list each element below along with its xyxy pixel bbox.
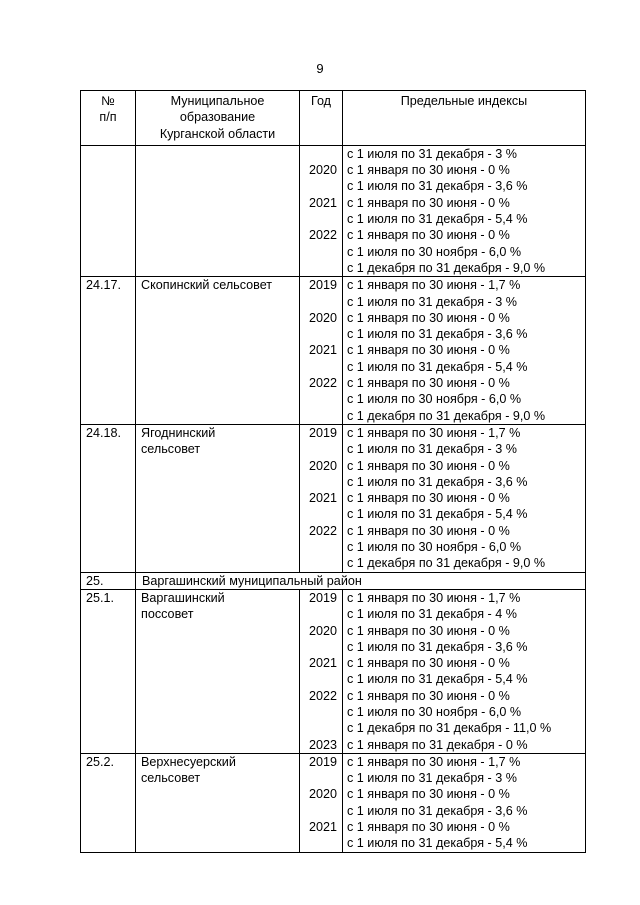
year-value: [305, 391, 337, 407]
year-value: 2020: [308, 163, 337, 178]
index-line: с 1 июля по 30 ноября - 6,0 %: [347, 540, 522, 555]
year-value: 2019: [308, 425, 337, 440]
year-value: 2022: [308, 688, 337, 703]
year-value: [305, 260, 337, 276]
index-line: с 1 июля по 31 декабря - 5,4 %: [347, 359, 528, 374]
year-value: 2020: [308, 310, 337, 325]
header-municipality-line: образование: [179, 110, 256, 125]
year-value: [305, 294, 337, 310]
index-line: с 1 января по 30 июня - 1,7 %: [347, 425, 521, 440]
year-value: [305, 441, 337, 457]
row-number: 25.: [81, 572, 136, 589]
year-value: [305, 506, 337, 522]
municipality-name-line: Скопинский сельсовет: [141, 278, 273, 293]
table-row: [81, 277, 586, 425]
year-value: 2019: [308, 590, 337, 605]
index-line: с 1 января по 30 июня - 0 %: [347, 376, 510, 391]
index-line: с 1 июля по 31 декабря - 3 %: [347, 771, 517, 786]
index-line: с 1 января по 30 июня - 0 %: [347, 523, 510, 538]
row-number: 25.1.: [81, 589, 136, 753]
year-value: 2020: [308, 623, 337, 638]
indices-cell: [343, 145, 586, 276]
table-header-row: [81, 91, 586, 146]
row-number: 25.2.: [81, 753, 136, 852]
municipality-name-line: поссовет: [141, 607, 194, 622]
municipality-name: [136, 145, 300, 276]
year-cell: [300, 145, 343, 276]
year-cell: [300, 424, 343, 572]
header-year: Год: [300, 91, 343, 146]
table-row: [81, 145, 586, 276]
index-line: с 1 июля по 31 декабря - 3,6 %: [347, 639, 528, 654]
year-value: [305, 770, 337, 786]
index-line: с 1 июля по 31 декабря - 3,6 %: [347, 803, 528, 818]
index-line: с 1 января по 30 июня - 0 %: [347, 623, 510, 638]
year-cell: [300, 277, 343, 425]
year-value: [305, 211, 337, 227]
index-line: с 1 января по 30 июня - 0 %: [347, 343, 510, 358]
year-value: 2020: [308, 787, 337, 802]
municipality-name: [136, 753, 300, 852]
year-value: 2022: [308, 228, 337, 243]
indices-cell: [343, 424, 586, 572]
row-number: 24.17.: [81, 277, 136, 425]
index-line: с 1 июля по 31 декабря - 3,6 %: [347, 474, 528, 489]
limit-indices-table: [80, 90, 586, 853]
year-value: [305, 671, 337, 687]
index-line: с 1 января по 30 июня - 0 %: [347, 787, 510, 802]
index-line: с 1 июля по 30 ноября - 6,0 %: [347, 244, 522, 259]
year-value: [305, 408, 337, 424]
year-value: [305, 606, 337, 622]
index-line: с 1 января по 30 июня - 0 %: [347, 491, 510, 506]
year-value: [305, 539, 337, 555]
table-row: [81, 572, 586, 589]
year-value: 2020: [308, 458, 337, 473]
year-value: [305, 326, 337, 342]
year-value: [305, 146, 337, 162]
page-number: 9: [316, 61, 324, 76]
year-value: 2019: [308, 754, 337, 769]
municipality-name-line: Варгашинский: [141, 590, 225, 605]
year-value: [305, 704, 337, 720]
year-value: [305, 639, 337, 655]
indices-cell: [343, 589, 586, 753]
index-line: с 1 июля по 31 декабря - 3 %: [347, 146, 517, 161]
index-line: с 1 июля по 31 декабря - 4 %: [347, 607, 517, 622]
year-value: 2022: [308, 523, 337, 538]
index-line: с 1 июля по 31 декабря - 3,6 %: [347, 327, 528, 342]
index-line: с 1 января по 30 июня - 0 %: [347, 820, 510, 835]
table-row: [81, 424, 586, 572]
year-value: 2019: [308, 278, 337, 293]
index-line: с 1 июля по 31 декабря - 3,6 %: [347, 179, 528, 194]
header-indices: Предельные индексы: [343, 91, 586, 146]
year-value: [305, 359, 337, 375]
index-line: с 1 января по 30 июня - 0 %: [347, 458, 510, 473]
year-value: 2021: [308, 491, 337, 506]
year-value: [305, 720, 337, 736]
year-value: 2021: [308, 195, 337, 210]
row-number: 24.18.: [81, 424, 136, 572]
index-line: с 1 января по 30 июня - 0 %: [347, 688, 510, 703]
index-line: с 1 июля по 31 декабря - 3 %: [347, 442, 517, 457]
year-value: [305, 803, 337, 819]
index-line: с 1 января по 30 июня - 0 %: [347, 228, 510, 243]
year-value: 2021: [308, 343, 337, 358]
year-value: 2023: [308, 737, 337, 752]
index-line: с 1 июля по 30 ноября - 6,0 %: [347, 392, 522, 407]
index-line: с 1 января по 30 июня - 1,7 %: [347, 590, 521, 605]
municipality-name-line: Верхнесуерский: [141, 754, 236, 769]
index-line: с 1 июля по 31 декабря - 5,4 %: [347, 507, 528, 522]
index-line: с 1 января по 31 декабря - 0 %: [347, 737, 528, 752]
municipality-name-line: сельсовет: [141, 771, 201, 786]
year-value: [305, 178, 337, 194]
year-value: 2021: [308, 656, 337, 671]
year-value: [305, 555, 337, 571]
index-line: с 1 июля по 31 декабря - 5,4 %: [347, 212, 528, 227]
header-municipality-line: Муниципальное: [170, 94, 265, 108]
indices-cell: [343, 753, 586, 852]
table-body: [81, 145, 586, 852]
year-value: [305, 244, 337, 260]
index-line: с 1 июля по 31 декабря - 5,4 %: [347, 836, 528, 851]
index-line: с 1 января по 30 июня - 0 %: [347, 163, 510, 178]
municipality-name-line: Ягоднинский: [141, 425, 216, 440]
header-number-line: №: [101, 94, 115, 108]
index-line: с 1 декабря по 31 декабря - 11,0 %: [347, 721, 552, 736]
header-municipality: [136, 91, 300, 146]
index-line: с 1 января по 30 июня - 1,7 %: [347, 278, 521, 293]
header-number: [81, 91, 136, 146]
municipality-name: [136, 277, 300, 425]
district-title: Варгашинский муниципальный район: [136, 572, 586, 589]
year-cell: [300, 753, 343, 852]
index-line: с 1 декабря по 31 декабря - 9,0 %: [347, 556, 546, 571]
index-line: с 1 декабря по 31 декабря - 9,0 %: [347, 260, 546, 275]
index-line: с 1 января по 30 июня - 0 %: [347, 195, 510, 210]
table-row: [81, 589, 586, 753]
index-line: с 1 января по 30 июня - 0 %: [347, 310, 510, 325]
index-line: с 1 декабря по 31 декабря - 9,0 %: [347, 408, 546, 423]
index-line: с 1 января по 30 июня - 0 %: [347, 656, 510, 671]
row-number: [81, 145, 136, 276]
header-municipality-line: Курганской области: [159, 126, 276, 141]
municipality-name-line: сельсовет: [141, 442, 201, 457]
municipality-name: [136, 424, 300, 572]
year-value: 2021: [308, 820, 337, 835]
table-row: [81, 753, 586, 852]
year-value: [305, 835, 337, 851]
index-line: с 1 июля по 31 декабря - 3 %: [347, 294, 517, 309]
index-line: с 1 июля по 31 декабря - 5,4 %: [347, 672, 528, 687]
indices-cell: [343, 277, 586, 425]
year-value: 2022: [308, 376, 337, 391]
header-number-line: п/п: [99, 110, 117, 125]
index-line: с 1 января по 30 июня - 1,7 %: [347, 754, 521, 769]
index-line: с 1 июля по 30 ноября - 6,0 %: [347, 704, 522, 719]
year-value: [305, 474, 337, 490]
municipality-name: [136, 589, 300, 753]
year-cell: [300, 589, 343, 753]
